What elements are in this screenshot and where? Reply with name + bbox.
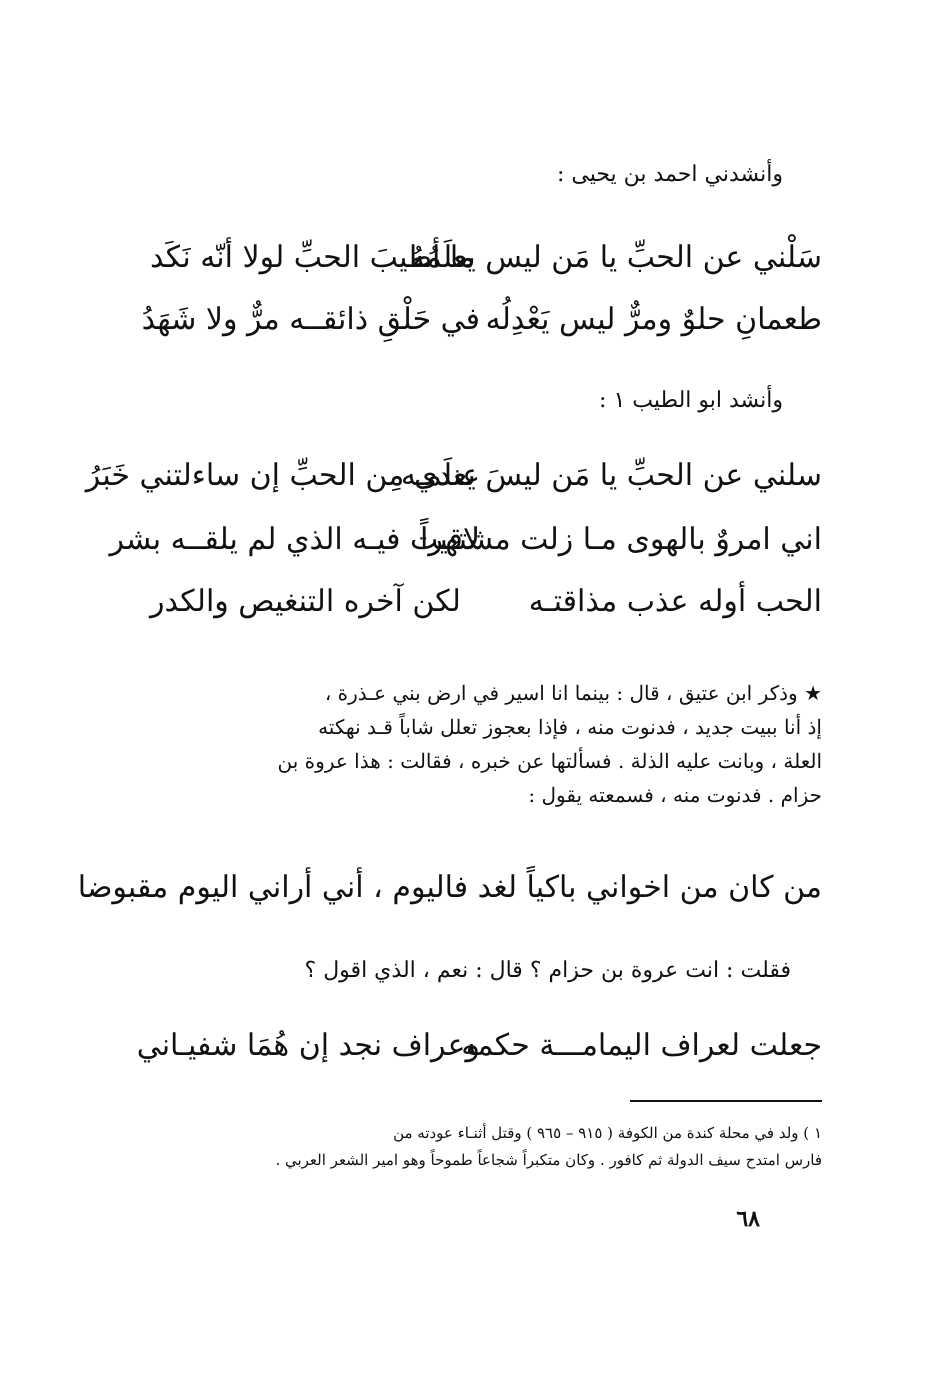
- verse-first-hemistich: اني امروٌ بالهوى مـا زلت مشتهراً: [420, 522, 822, 557]
- verse-second-hemistich: ما أطيبَ الحبِّ لولا أنّه نَكَد: [150, 240, 476, 275]
- verse-full-line: من كان من اخواني باكياً لغد فاليوم ، أني أراني اليوم مقبوضا: [77, 870, 822, 905]
- verse-first-hemistich: سلني عن الحبِّ يا مَن ليسَ يعلَمـه: [400, 458, 822, 493]
- verse-line: [150, 232, 822, 284]
- verse-first-hemistich: طعمانِ حلوٌ ومرٌّ ليس يَعْدِلُه: [485, 302, 822, 337]
- footnote-line: فارس امتدح سيف الدولة ثم كافور . وكان متكبراً شجاعاً طموحاً وهو امير الشعر العربي .: [275, 1151, 822, 1169]
- intro-line-2: وأنشد ابو الطيب ١ :: [599, 388, 783, 413]
- footnote: [152, 1120, 822, 1174]
- verse-first-hemistich: سَلْني عن الحبِّ يا مَن ليس يعلَمُهُ: [409, 240, 822, 275]
- prose-line: إذ أنا ببيت جديد ، فدنوت منه ، فإذا بعجوز تعلل شاباً قـد نهكته: [318, 715, 822, 739]
- verse-second-hemistich: في حَلْقِ ذائقــه مرٌّ ولا شَهَدُ: [141, 302, 480, 337]
- verse-line: [85, 450, 822, 502]
- verse-line: [141, 294, 822, 346]
- footnote-line: ١ ) ولد في محلة كندة من الكوفة ( ٩١٥ – ٩٦٥ ) وقتل أثنـاء عودته من: [393, 1124, 822, 1142]
- page-number: ٦٨: [736, 1206, 760, 1232]
- verse-second-hemistich: عندي مِن الحبِّ إن ساءلتني خَبَرُ: [85, 458, 480, 493]
- verse-first-hemistich: الحب أوله عذب مذاقتـه: [528, 584, 822, 619]
- prose-line: حزام . فدنوت منه ، فسمعته يقول :: [528, 783, 822, 807]
- verse-line: [77, 862, 822, 914]
- verse-line: [136, 1020, 822, 1072]
- prose-line: العلة ، وبانت عليه الذلة . فسألتها عن خبره ، فقالت : هذا عروة بن: [277, 749, 822, 773]
- verse-first-hemistich: جعلت لعراف اليمامـــة حكمه: [461, 1028, 822, 1063]
- intro-line-3: فقلت : انت عروة بن حزام ؟ قال : نعم ، الذي اقول ؟: [304, 958, 791, 983]
- verse-line: [109, 514, 822, 566]
- prose-line: ★ وذكر ابن عتيق ، قال : بينما انا اسير في ارض بني عـذرة ،: [324, 681, 822, 705]
- verse-second-hemistich: لاقيت فيـه الذي لم يلقــه بشر: [109, 522, 480, 557]
- prose-paragraph: [152, 676, 822, 812]
- intro-line-1: وأنشدني احمد بن يحيى :: [556, 162, 783, 187]
- footnote-rule: [630, 1100, 822, 1102]
- verse-second-hemistich: لكن آخره التنغيص والكدر: [150, 584, 461, 619]
- verse-line: [150, 576, 822, 628]
- verse-second-hemistich: وعراف نجد إن هُمَا شفيـاني: [136, 1028, 480, 1063]
